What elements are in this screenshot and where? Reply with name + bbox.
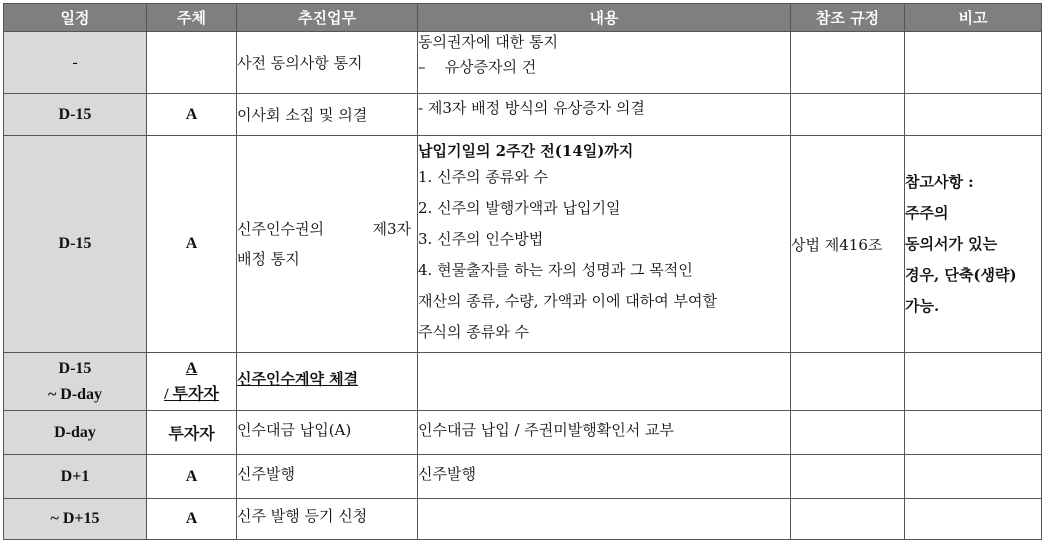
note-cell bbox=[905, 499, 1042, 540]
actor-cell: A bbox=[147, 499, 237, 540]
table-row bbox=[4, 411, 1042, 455]
actor-cell bbox=[147, 353, 237, 411]
schedule-line: D-15 bbox=[58, 359, 92, 377]
note-line: 참고사항 : bbox=[905, 172, 974, 191]
schedule-table bbox=[3, 3, 1042, 540]
task-line: 배정 통지 bbox=[237, 250, 300, 268]
content-line: 주식의 종류와 수 bbox=[418, 323, 529, 341]
reference-cell bbox=[791, 411, 905, 455]
task-cell: 이사회 소집 및 의결 bbox=[237, 94, 418, 136]
actor-cell bbox=[147, 32, 237, 94]
note-line: 주주의 bbox=[905, 203, 949, 222]
task-cell bbox=[237, 353, 418, 411]
table-row bbox=[4, 136, 1042, 353]
content-line: 3. 신주의 인수방법 bbox=[418, 230, 544, 248]
content-line: 1. 신주의 종류와 수 bbox=[418, 168, 549, 186]
note-cell bbox=[905, 455, 1042, 499]
task-line: 인수대금 납입(A) bbox=[237, 421, 352, 439]
schedule-cell: D+1 bbox=[4, 455, 147, 499]
schedule-cell: D-15 bbox=[4, 136, 147, 353]
reference-cell bbox=[791, 499, 905, 540]
note-cell bbox=[905, 353, 1042, 411]
table-row bbox=[4, 32, 1042, 94]
content-cell bbox=[418, 32, 791, 94]
table-row bbox=[4, 94, 1042, 136]
actor-cell: A bbox=[147, 94, 237, 136]
header-row bbox=[4, 4, 1042, 32]
actor-cell: A bbox=[147, 455, 237, 499]
task-line: 신주인수계약 체결 bbox=[237, 370, 359, 388]
task-cell bbox=[237, 136, 418, 353]
task-line: 제3자 bbox=[372, 220, 411, 238]
note-line: 경우, 단축(생략) bbox=[905, 265, 1017, 284]
schedule-cell: D-15 bbox=[4, 94, 147, 136]
actor-cell: 투자자 bbox=[147, 411, 237, 455]
reference-cell bbox=[791, 353, 905, 411]
content-line: 인수대금 납입 / 주권미발행확인서 교부 bbox=[418, 421, 674, 439]
table-row bbox=[4, 353, 1042, 411]
header-content: 내용 bbox=[418, 4, 791, 32]
note-line: 동의서가 있는 bbox=[905, 234, 998, 253]
task-cell: 사전 동의사항 통지 bbox=[237, 32, 418, 94]
content-heading: 납입기일의 2주간 전(14일)까지 bbox=[418, 142, 634, 160]
reference-cell bbox=[791, 455, 905, 499]
header-task: 추진업무 bbox=[237, 4, 418, 32]
schedule-line: ~ D-day bbox=[47, 385, 103, 403]
schedule-cell bbox=[4, 353, 147, 411]
content-line: 재산의 종류, 수량, 가액과 이에 대하여 부여할 bbox=[418, 292, 717, 310]
note-cell bbox=[905, 94, 1042, 136]
content-line: 4. 현물출자를 하는 자의 성명과 그 목적인 bbox=[418, 261, 693, 279]
content-cell bbox=[418, 136, 791, 353]
actor-cell: A bbox=[147, 136, 237, 353]
task-cell bbox=[237, 411, 418, 455]
reference-cell: 상법 제416조 bbox=[791, 136, 905, 353]
content-line: 2. 신주의 발행가액과 납입기일 bbox=[418, 199, 621, 217]
actor-line: A bbox=[185, 359, 198, 377]
content-cell bbox=[418, 499, 791, 540]
task-line: 신주발행 bbox=[237, 465, 295, 483]
table-row bbox=[4, 499, 1042, 540]
content-line: 동의권자에 대한 통지 bbox=[418, 33, 558, 51]
note-cell bbox=[905, 411, 1042, 455]
table-row bbox=[4, 455, 1042, 499]
schedule-cell: - bbox=[4, 32, 147, 94]
schedule-cell: D-day bbox=[4, 411, 147, 455]
content-cell bbox=[418, 411, 791, 455]
reference-cell bbox=[791, 32, 905, 94]
note-line: 가능. bbox=[905, 296, 940, 315]
task-cell bbox=[237, 499, 418, 540]
task-cell bbox=[237, 455, 418, 499]
actor-line: / 투자자 bbox=[164, 385, 219, 403]
task-line: 신주 발행 등기 신청 bbox=[237, 506, 368, 525]
content-line: – 유상증자의 건 bbox=[418, 58, 537, 76]
content-cell bbox=[418, 353, 791, 411]
content-cell bbox=[418, 455, 791, 499]
schedule-cell: ~ D+15 bbox=[4, 499, 147, 540]
note-cell bbox=[905, 136, 1042, 353]
header-reference: 참조 규정 bbox=[791, 4, 905, 32]
reference-cell bbox=[791, 94, 905, 136]
content-line: 신주발행 bbox=[418, 465, 476, 483]
header-actor: 주체 bbox=[147, 4, 237, 32]
note-cell bbox=[905, 32, 1042, 94]
header-schedule: 일정 bbox=[4, 4, 147, 32]
task-line: 신주인수권의 bbox=[237, 220, 324, 238]
header-note: 비고 bbox=[905, 4, 1042, 32]
content-line: - 제3자 배정 방식의 유상증자 의결 bbox=[418, 99, 645, 117]
content-cell bbox=[418, 94, 791, 136]
